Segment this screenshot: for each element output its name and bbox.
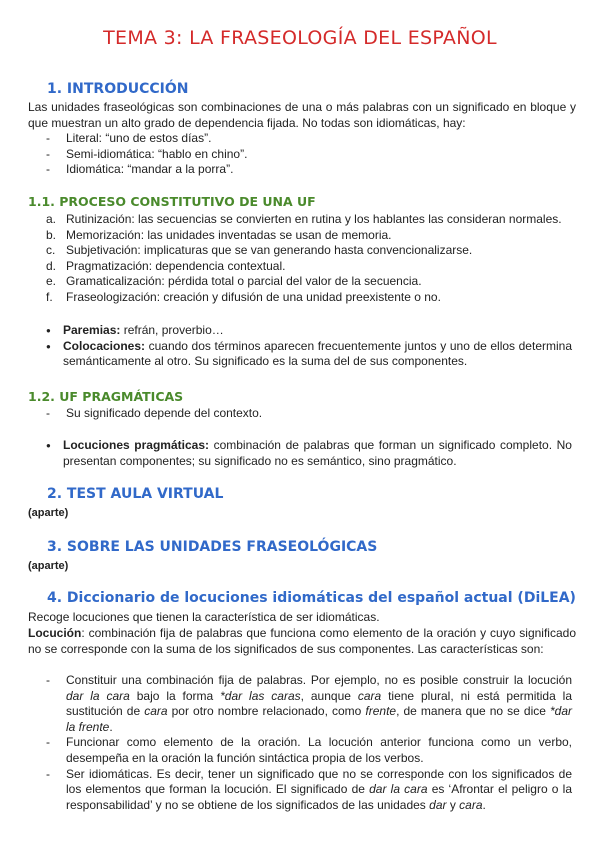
section-4-definition bbox=[28, 626, 576, 657]
list-item bbox=[46, 228, 576, 244]
section-1-1-bullets bbox=[46, 323, 572, 370]
definition-text: : combinación fija de palabras que funciona como elemento de la oración y cuyo significado no se corresponde con la suma de los significados de sus componentes. Las características son: bbox=[28, 626, 576, 656]
list-item bbox=[46, 274, 576, 290]
list-item bbox=[46, 259, 576, 275]
list-item: - Su significado depende del contexto. bbox=[46, 406, 566, 422]
text-run: es ‘Afrontar el peligro o la responsabilidad’ y no se obtiene de los significados de las unidades bbox=[66, 782, 573, 812]
text-run: tiene plural, ni está permitida la sustitución de bbox=[66, 688, 572, 719]
text-run: . bbox=[482, 797, 486, 812]
italic-run: dar la cara bbox=[369, 782, 428, 797]
section-1-heading: 1. INTRODUCCIÓN bbox=[47, 81, 189, 97]
italic-run: *dar las caras bbox=[220, 688, 301, 703]
list-marker: d. bbox=[46, 258, 57, 273]
bullet-text: combinación de palabras que forman un significado completo. No presentan componentes; su significado no es semántico, sino pragmático. bbox=[63, 438, 572, 468]
italic-run: frente bbox=[365, 704, 397, 719]
italic-run: cara bbox=[357, 688, 382, 703]
list-item: - Idiomática: “mandar a la porra”. bbox=[46, 162, 566, 178]
list-item: - Semi-idiomática: “hablo en chino”. bbox=[46, 147, 566, 163]
list-marker: b. bbox=[46, 227, 57, 242]
list-marker: c. bbox=[46, 243, 56, 258]
section-2-note: (aparte) bbox=[28, 507, 69, 519]
section-4-heading: 4. Diccionario de locuciones idiomáticas del español actual (DiLEA) bbox=[47, 590, 576, 606]
list-text: Memorización: las unidades inventadas se usan de memoria. bbox=[66, 227, 392, 242]
section-1-2-list bbox=[46, 406, 566, 422]
list-marker: f. bbox=[46, 289, 53, 304]
document-title: TEMA 3: LA FRASEOLOGÍA DEL ESPAÑOL bbox=[103, 27, 497, 49]
text-run: y bbox=[446, 797, 460, 812]
list-item bbox=[46, 212, 576, 228]
section-1-list bbox=[46, 131, 566, 178]
list-item bbox=[46, 243, 576, 259]
text-run: , de manera que no se dice bbox=[396, 704, 550, 719]
list-item: - Literal: “uno de estos días”. bbox=[46, 131, 566, 147]
italic-run: cara bbox=[144, 704, 168, 719]
bullet-term: Locuciones pragmáticas: bbox=[63, 438, 209, 452]
section-3-heading: 3. SOBRE LAS UNIDADES FRASEOLÓGICAS bbox=[47, 539, 378, 555]
definition-term: Locución bbox=[28, 626, 82, 640]
list-item: - Funcionar como elemento de la oración. La locución anterior funciona como un verbo, desempeña en la oración la función sintáctica propia de los verbos. bbox=[46, 735, 572, 766]
bullet-text: refrán, proverbio… bbox=[120, 323, 224, 337]
section-1-intro: Las unidades fraseológicas son combinaciones de una o más palabras con un significado en bloque y que muestran un alto grado de dependencia fijada. No todas son idiomáticas, hay: bbox=[28, 100, 576, 130]
bullet-term: Colocaciones: bbox=[63, 338, 146, 353]
list-item bbox=[46, 673, 572, 735]
section-1-2-heading: 1.2. UF PRAGMÁTICAS bbox=[28, 389, 184, 404]
bullet-item bbox=[46, 339, 572, 370]
section-4-line: Recoge locuciones que tienen la característica de ser idiomáticas. bbox=[28, 610, 380, 624]
text-run: , aunque bbox=[300, 688, 358, 703]
text-run: . bbox=[109, 719, 113, 734]
section-1-1-list bbox=[46, 212, 576, 306]
text-run: por otro nombre relacionado, como bbox=[167, 704, 366, 719]
section-4-characteristics bbox=[46, 673, 572, 813]
section-1-2-bullets bbox=[46, 438, 572, 469]
italic-run: *dar la frente bbox=[66, 704, 573, 734]
bullet-item bbox=[46, 323, 572, 339]
list-marker: e. bbox=[46, 274, 57, 289]
section-3-note: (aparte) bbox=[28, 560, 69, 572]
list-text: Fraseologización: creación y difusión de una unidad preexistente o no. bbox=[66, 289, 441, 304]
italic-run: dar bbox=[429, 797, 447, 812]
bullet-item bbox=[46, 438, 572, 469]
list-text: Pragmatización: dependencia contextual. bbox=[66, 258, 286, 273]
section-2-heading: 2. TEST AULA VIRTUAL bbox=[47, 486, 224, 502]
bullet-term: Paremias: bbox=[63, 323, 121, 337]
list-item bbox=[46, 767, 572, 814]
text-run: Ser idiomáticas. Es decir, tener un significado que no se corresponde con los significados de los elementos que forman la locución. El significado de bbox=[66, 766, 572, 797]
list-text: Rutinización: las secuencias se convierten en rutina y los hablantes las consideran normales. bbox=[66, 212, 562, 226]
list-text: Subjetivación: implicaturas que se van generando hasta convencionalizarse. bbox=[66, 243, 473, 258]
list-item bbox=[46, 290, 576, 306]
italic-run: cara bbox=[459, 797, 483, 812]
list-text: Gramaticalización: pérdida total o parcial del valor de la secuencia. bbox=[66, 274, 422, 289]
italic-run: dar la cara bbox=[66, 688, 130, 703]
bullet-text: cuando dos términos aparecen frecuentemente juntos y uno de ellos determina semánticamente al otro. Su significado es la suma del de sus componentes. bbox=[63, 338, 572, 369]
list-marker: a. bbox=[46, 212, 57, 226]
section-1-1-heading: 1.1. PROCESO CONSTITUTIVO DE UNA UF bbox=[28, 194, 316, 209]
text-run: Constituir una combinación fija de palabras. Por ejemplo, no es posible construir la locución bbox=[66, 673, 572, 687]
text-run: bajo la forma bbox=[129, 688, 221, 703]
